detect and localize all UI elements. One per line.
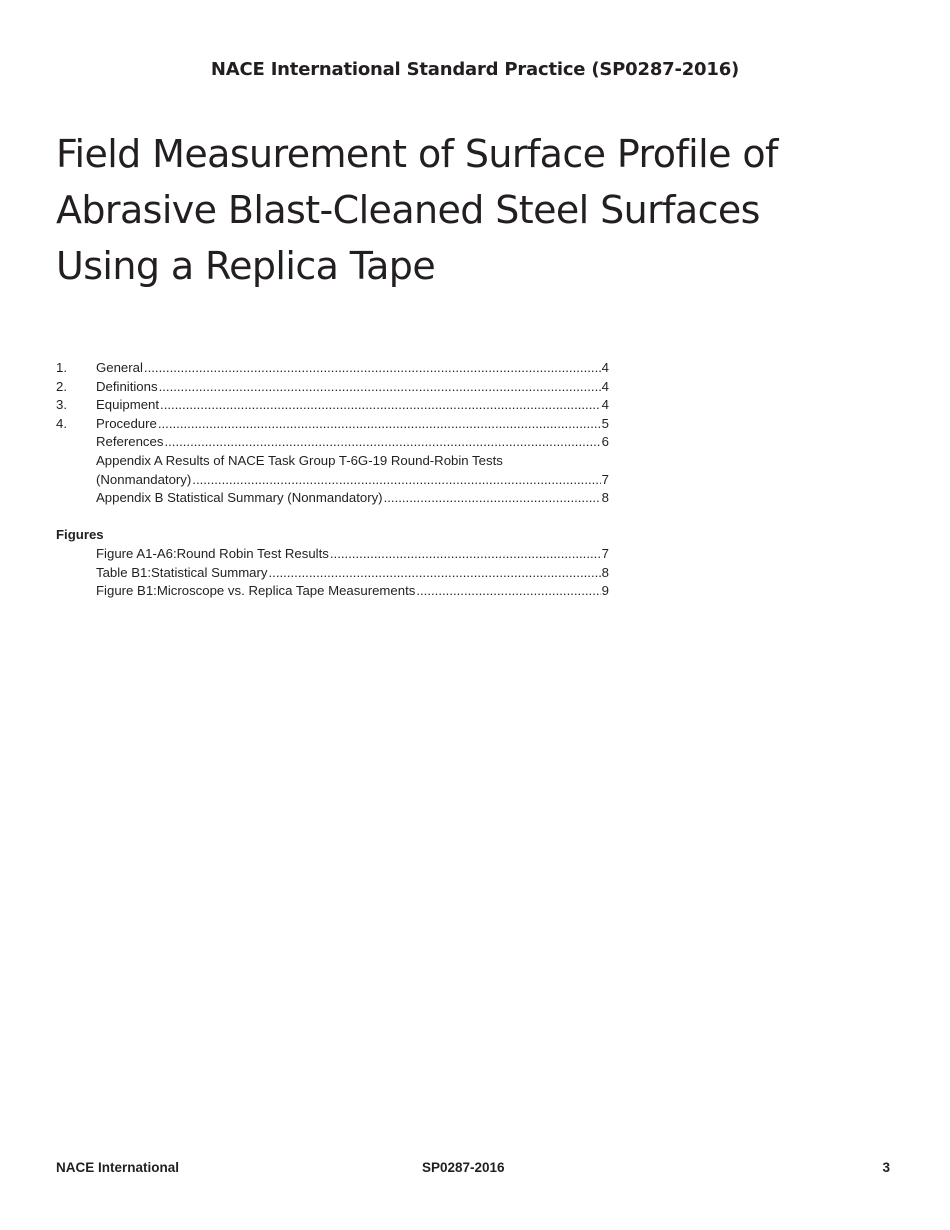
toc-entry-references[interactable]	[56, 433, 609, 452]
figure-entry-a1-a6[interactable]	[56, 545, 609, 564]
toc-entry-label: (Nonmandatory)	[96, 471, 192, 487]
page-number: 3	[882, 1160, 890, 1175]
running-header: NACE International Standard Practice (SP0287-2016)	[210, 59, 740, 80]
figure-entry-prefix: Table B1:	[96, 564, 151, 580]
dot-leader	[160, 396, 601, 415]
page-footer	[56, 1160, 890, 1178]
toc-entry-label: Procedure	[96, 415, 157, 431]
dot-leader	[164, 433, 600, 452]
toc-entry-number: 3.	[56, 397, 67, 413]
footer-document-id: SP0287-2016	[422, 1160, 505, 1175]
toc-entry-label: General	[96, 360, 143, 375]
figure-entry-b1[interactable]	[56, 582, 609, 601]
dot-leader	[416, 582, 600, 601]
dot-leader	[192, 471, 600, 490]
toc-entry-page: 4	[601, 360, 609, 375]
toc-entry-label: Equipment	[96, 397, 160, 413]
toc-entry-page: 5	[601, 415, 609, 431]
footer-organization: NACE International	[56, 1160, 180, 1175]
figure-entry-label: Microscope vs. Replica Tape Measurements	[156, 583, 416, 599]
toc-entry-procedure[interactable]	[56, 415, 609, 434]
dot-leader	[330, 545, 601, 564]
title-line-2: Abrasive Blast-Cleaned Steel Surfaces	[56, 188, 760, 232]
toc-entry-label: Appendix B Statistical Summary (Nonmandatory)	[96, 490, 383, 506]
toc-entry-appendix-b[interactable]	[56, 489, 609, 508]
figure-entry-table-b1[interactable]	[56, 564, 609, 583]
toc-entry-page: 8	[601, 490, 609, 506]
document-title	[56, 126, 916, 294]
toc-entry-number: 2.	[56, 378, 67, 394]
toc-entry-page: 4	[601, 397, 609, 413]
toc-entry-definitions[interactable]	[56, 378, 609, 397]
table-of-contents	[56, 359, 609, 601]
toc-entry-page: 6	[601, 434, 609, 450]
figure-entry-prefix: Figure B1:	[96, 583, 157, 599]
dot-leader	[158, 415, 601, 434]
toc-entry-page: 7	[601, 471, 609, 487]
figure-entry-label: Statistical Summary	[150, 564, 268, 580]
figure-entry-page: 7	[601, 545, 609, 561]
toc-entry-equipment[interactable]	[56, 396, 609, 415]
figure-entry-page: 8	[601, 564, 609, 580]
figure-entry-page: 9	[601, 583, 609, 599]
toc-entry-appendix-a-line-1[interactable]: Appendix A Results of NACE Task Group T-6G-19 Round-Robin Tests	[96, 452, 503, 468]
title-line-1: Field Measurement of Surface Profile of	[56, 132, 778, 176]
title-line-3: Using a Replica Tape	[56, 244, 436, 288]
toc-entry-page: 4	[601, 378, 609, 394]
dot-leader	[144, 359, 601, 378]
figures-heading: Figures	[56, 527, 104, 543]
figure-entry-label: Round Robin Test Results	[176, 545, 329, 561]
toc-entry-label: References	[96, 434, 164, 450]
toc-entry-appendix-a[interactable]	[56, 471, 609, 490]
toc-entry-number: 1.	[56, 360, 67, 375]
figure-entry-prefix: Figure A1-A6:	[96, 545, 177, 561]
toc-entry-general[interactable]	[56, 359, 609, 378]
dot-leader	[159, 378, 601, 397]
dot-leader	[269, 564, 601, 583]
toc-entry-number: 4.	[56, 415, 67, 431]
toc-entry-label: Definitions	[96, 378, 158, 394]
dot-leader	[384, 489, 601, 508]
